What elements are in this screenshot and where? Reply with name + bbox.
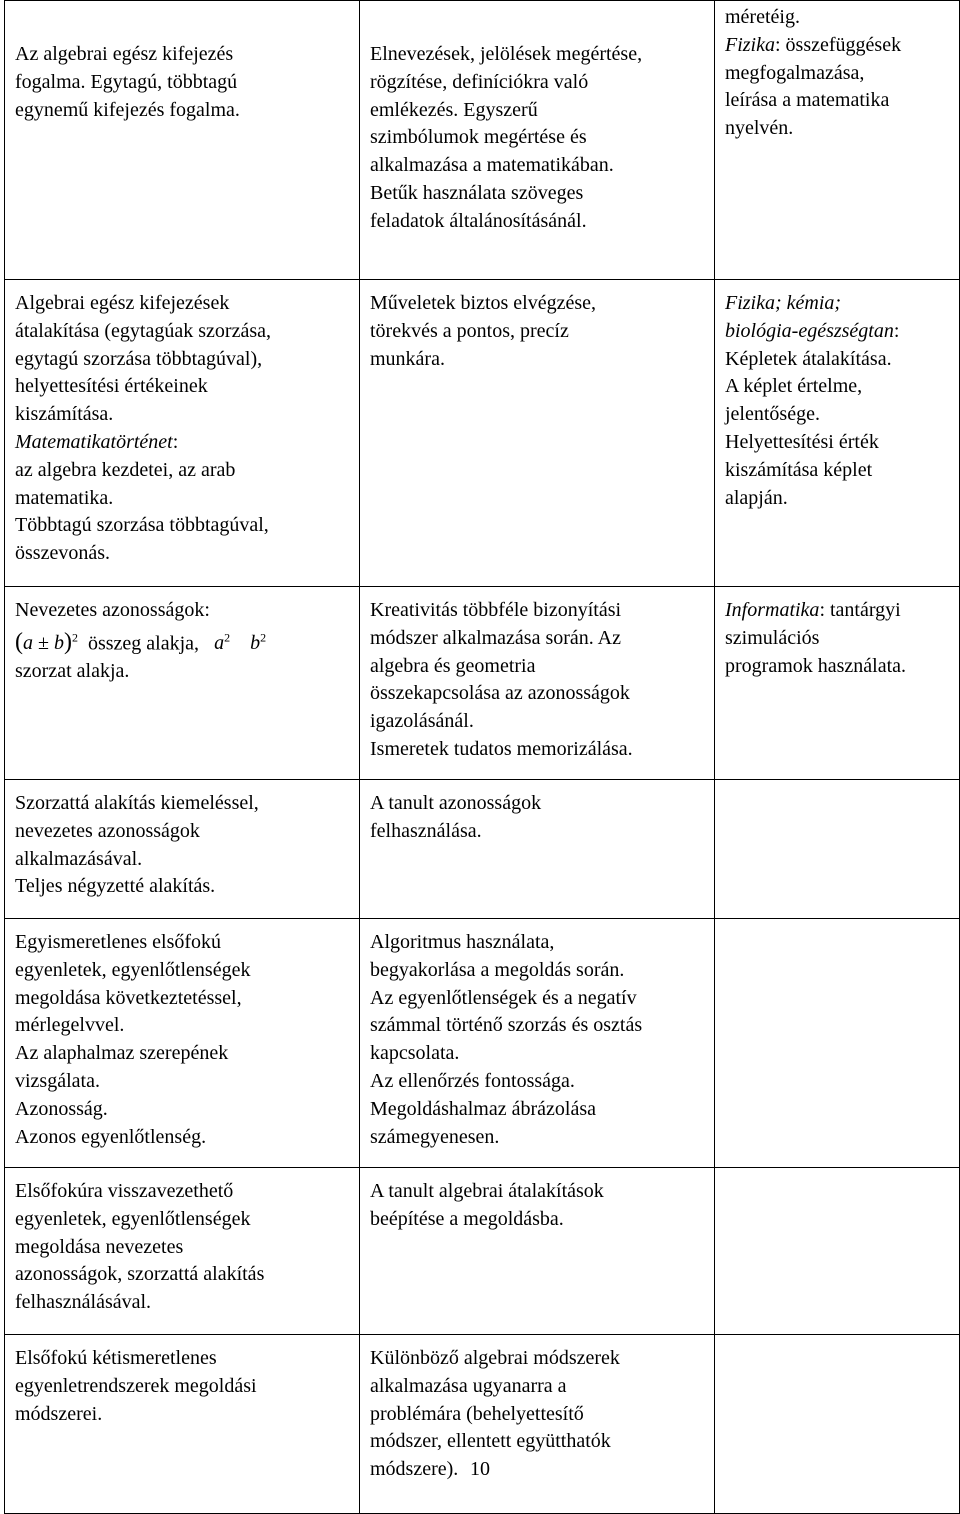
topic-cell (5, 587, 360, 780)
table-row (5, 587, 960, 780)
links-line: szimulációs (725, 626, 820, 649)
topic-line: helyettesítési értékeinek (15, 375, 208, 398)
development-line: igazolásánál. (370, 710, 474, 733)
links-cell (715, 280, 960, 587)
links-text: : tantárgyi (819, 599, 901, 621)
topic-line: egytagú szorzása többtagúval), (15, 347, 263, 370)
links-line: leírása a matematika (725, 89, 890, 112)
identity-formula (15, 625, 349, 658)
development-line: módszer alkalmazása során. Az (370, 626, 622, 649)
topic-line: Algebrai egész kifejezések (15, 292, 230, 314)
links-line: kiszámítása képlet (725, 458, 873, 481)
curriculum-table (4, 0, 960, 1514)
topic-line: megoldása következtetéssel, (15, 986, 242, 1009)
development-line: A tanult algebrai átalakítások (370, 1180, 604, 1202)
links-subject: Fizika (725, 33, 775, 56)
development-cell (360, 1335, 715, 1514)
topic-cell (5, 919, 360, 1168)
topic-line: vizsgálata. (15, 1069, 100, 1092)
development-line: törekvés a pontos, precíz (370, 319, 569, 342)
topic-line: Teljes négyzetté alakítás. (15, 875, 216, 898)
links-cell (715, 1168, 960, 1335)
links-cell (715, 1335, 960, 1514)
development-line: szimbólumok megértése és (370, 126, 587, 149)
links-cell (715, 780, 960, 919)
table-row (5, 1335, 960, 1514)
topic-line: Többtagú szorzása többtagúval, (15, 514, 269, 537)
topic-line: fogalma. Egytagú, többtagú (15, 70, 238, 93)
links-cell (715, 919, 960, 1168)
table-row (5, 280, 960, 587)
topic-line: Azonos egyenlőtlenség. (15, 1125, 207, 1148)
development-line: feladatok általánosításánál. (370, 209, 587, 232)
development-cell (360, 919, 715, 1168)
development-line: Betűk használata szöveges (370, 181, 584, 204)
development-line: módszere). (370, 1458, 459, 1481)
formula-sum-label: összeg alakja, (87, 632, 200, 655)
development-line: begyakorlása a megoldás során. (370, 958, 625, 981)
topic-cell (5, 280, 360, 587)
formula-product-label: szorzat alakja. (15, 660, 130, 683)
topic-line: Elsőfokúra visszavezethető (15, 1180, 234, 1202)
topic-cell (5, 1, 360, 280)
links-line: jelentősége. (725, 403, 820, 426)
development-line: Műveletek biztos elvégzése, (370, 292, 597, 314)
links-cell (715, 587, 960, 780)
development-line: számmal történő szorzás és osztás (370, 1014, 643, 1037)
development-cell (360, 780, 715, 919)
links-subject: Informatika (725, 599, 820, 621)
development-line: számegyenesen. (370, 1125, 500, 1148)
development-line: Megoldáshalmaz ábrázolása (370, 1097, 597, 1120)
links-line: A képlet értelme, (725, 375, 863, 398)
topic-line: átalakítása (egytagúak szorzása, (15, 319, 271, 342)
development-line: alkalmazása ugyanarra a (370, 1374, 567, 1397)
history-line: Matematikatörténet: (15, 430, 179, 453)
development-cell (360, 1168, 715, 1335)
links-prefix: méretéig. (725, 6, 800, 28)
development-line: Elnevezések, jelölések megértése, (370, 43, 643, 65)
development-line: alkalmazása a matematikában. (370, 154, 614, 177)
topic-line: Azonosság. (15, 1097, 108, 1120)
development-line: összekapcsolása az azonosságok (370, 682, 630, 705)
development-line: A tanult azonosságok (370, 792, 542, 814)
links-subject-2: biológia-egészségtan (725, 319, 894, 342)
topic-title: Nevezetes azonosságok: (15, 599, 210, 621)
table-row (5, 780, 960, 919)
topic-line: azonosságok, szorzattá alakítás (15, 1263, 265, 1286)
topic-line: felhasználásával. (15, 1291, 152, 1314)
development-cell (360, 280, 715, 587)
development-line: algebra és geometria (370, 654, 536, 677)
topic-line: egyenletek, egyenlőtlenségek (15, 958, 251, 981)
links-line: megfogalmazása, (725, 61, 865, 84)
topic-line: az algebra kezdetei, az arab (15, 458, 236, 481)
development-line: beépítése a megoldásba. (370, 1207, 564, 1230)
table-row (5, 1, 960, 280)
topic-line: nevezetes azonosságok (15, 819, 200, 842)
formula-difference-of-squares: $a^2$ $b^2$ (214, 630, 267, 655)
development-line: Az egyenlőtlenségek és a negatív (370, 986, 637, 1009)
topic-line: matematika. (15, 486, 114, 509)
topic-line: egynemű kifejezés fogalma. (15, 98, 240, 121)
topic-line: kiszámítása. (15, 403, 114, 426)
topic-cell (5, 780, 360, 919)
links-line (725, 597, 949, 625)
table-row (5, 1168, 960, 1335)
links-line: biológia-egészségtan: (725, 319, 900, 342)
topic-line: Elsőfokú kétismeretlenes (15, 1347, 217, 1369)
topic-line: megoldása nevezetes (15, 1235, 184, 1258)
development-line: Kreativitás többféle bizonyítási (370, 599, 622, 621)
topic-line: Egyismeretlenes elsőfokú (15, 931, 222, 953)
topic-line: Az algebrai egész kifejezés (15, 43, 234, 65)
development-line: problémára (behelyettesítő (370, 1402, 584, 1425)
topic-line: egyenletrendszerek megoldási (15, 1374, 257, 1397)
development-line: felhasználása. (370, 819, 482, 842)
links-cell (715, 1, 960, 280)
links-text: : összefüggések (775, 33, 902, 56)
topic-line: mérlegelvvel. (15, 1014, 125, 1037)
topic-line: módszerei. (15, 1402, 103, 1425)
formula-square-of-sum: $(a \pm b)^2$ (15, 629, 78, 656)
topic-line: egyenletek, egyenlőtlenségek (15, 1207, 251, 1230)
links-line: nyelvén. (725, 117, 794, 140)
development-line: emlékezés. Egyszerű (370, 98, 538, 121)
development-line: rögzítése, definíciókra való (370, 70, 589, 93)
links-line: Képletek átalakítása. (725, 347, 892, 370)
links-line: alapján. (725, 486, 788, 509)
topic-cell (5, 1335, 360, 1514)
links-subject: Fizika; kémia; (725, 292, 842, 314)
development-line: módszer, ellentett együtthatók (370, 1430, 611, 1453)
table-row (5, 919, 960, 1168)
links-line (725, 32, 949, 60)
links-line: Helyettesítési érték (725, 430, 879, 453)
development-line: Különböző algebrai módszerek (370, 1347, 620, 1369)
development-line: Ismeretek tudatos memorizálása. (370, 737, 633, 760)
development-line: Az ellenőrzés fontossága. (370, 1069, 575, 1092)
topic-line: összevonás. (15, 542, 110, 565)
topic-line: Az alaphalmaz szerepének (15, 1042, 229, 1065)
history-label: Matematikatörténet (15, 430, 173, 453)
development-line: kapcsolata. (370, 1042, 460, 1065)
development-cell (360, 1, 715, 280)
links-line: programok használata. (725, 654, 907, 677)
topic-line: Szorzattá alakítás kiemeléssel, (15, 792, 259, 814)
development-line: munkára. (370, 347, 445, 370)
development-cell (360, 587, 715, 780)
page-number: 10 (470, 1458, 490, 1480)
development-line: Algoritmus használata, (370, 931, 555, 953)
topic-line: alkalmazásával. (15, 847, 143, 870)
topic-cell (5, 1168, 360, 1335)
